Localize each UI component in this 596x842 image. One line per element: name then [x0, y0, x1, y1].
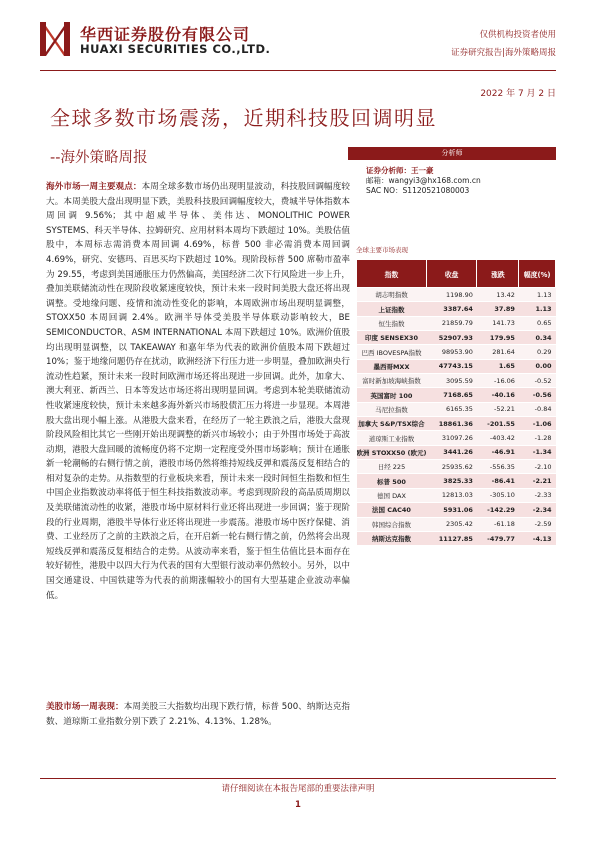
cell-pct: 1.13 — [519, 302, 556, 316]
analyst-sac: SAC NO：S1120521080003 — [366, 186, 470, 195]
cell-pct: 0.00 — [519, 359, 556, 373]
cell-pct: -2.21 — [519, 474, 556, 488]
table-row — [357, 288, 556, 302]
table-row — [357, 359, 556, 373]
table-row — [357, 517, 556, 531]
cell-change: 1.65 — [477, 359, 519, 373]
footer-divider — [40, 778, 556, 779]
table-row — [357, 345, 556, 359]
cell-change: -305.10 — [477, 488, 519, 502]
weekly-view-paragraph — [46, 180, 350, 603]
cell-index-name: 标普 500 — [357, 474, 427, 488]
table-row — [357, 460, 556, 474]
col-header-pct: 幅度(%) — [519, 260, 556, 288]
us-market-lead: 美股市场一周表现： — [46, 702, 124, 712]
cell-close: 21859.79 — [426, 316, 476, 330]
report-subtitle: --海外策略周报 — [50, 150, 148, 166]
cell-close: 3825.33 — [426, 474, 476, 488]
report-date: 2022 年 7 月 2 日 — [480, 89, 556, 99]
cell-close: 3387.64 — [426, 302, 476, 316]
table-header-row — [357, 260, 556, 288]
table-caption: 全球主要市场表现 — [356, 246, 408, 254]
cell-pct: -2.34 — [519, 503, 556, 517]
cell-close: 25935.62 — [426, 460, 476, 474]
cell-pct: 0.65 — [519, 316, 556, 330]
cell-change: -46.91 — [477, 445, 519, 459]
cell-close: 6165.35 — [426, 402, 476, 416]
cell-change: -403.42 — [477, 431, 519, 445]
market-performance-table — [356, 259, 556, 546]
cell-pct: 1.13 — [519, 288, 556, 302]
cell-close: 52907.93 — [426, 331, 476, 345]
weekly-view-lead: 海外市场一周主要观点： — [46, 182, 142, 192]
table-row — [357, 331, 556, 345]
cell-index-name: 加拿大 S&P/TSX综合 — [357, 417, 427, 431]
page-number: 1 — [295, 800, 301, 810]
cell-change: -16.06 — [477, 374, 519, 388]
cell-change: -479.77 — [477, 531, 519, 545]
analyst-email[interactable]: 邮箱：wangyi3@hx168.com.cn — [366, 176, 481, 185]
cell-pct: -4.13 — [519, 531, 556, 545]
cell-close: 7168.65 — [426, 388, 476, 402]
cell-index-name: 巴西 IBOVESPA指数 — [357, 345, 427, 359]
cell-index-name: 英国富时 100 — [357, 388, 427, 402]
table-row — [357, 445, 556, 459]
table-row — [357, 402, 556, 416]
cell-change: 13.42 — [477, 288, 519, 302]
cell-index-name: 马尼拉指数 — [357, 402, 427, 416]
report-title: 全球多数市场震荡，近期科技股回调明显 — [50, 106, 437, 130]
us-market-paragraph — [46, 700, 350, 729]
cell-index-name: 印度 SENSEX30 — [357, 331, 427, 345]
table-row — [357, 488, 556, 502]
cell-index-name: 道琼斯工业指数 — [357, 431, 427, 445]
huaxi-logo-icon — [40, 22, 70, 56]
company-name-cn: 华西证券股份有限公司 — [80, 25, 251, 44]
cell-change: 141.73 — [477, 316, 519, 330]
table-row — [357, 302, 556, 316]
cell-close: 18861.36 — [426, 417, 476, 431]
cell-change: -40.16 — [477, 388, 519, 402]
cell-pct: -1.28 — [519, 431, 556, 445]
cell-change: 179.95 — [477, 331, 519, 345]
cell-index-name: 恒生指数 — [357, 316, 427, 330]
cell-close: 31097.26 — [426, 431, 476, 445]
weekly-view-text: 本周全球多数市场仍出现明显波动，科技股回调幅度较大。本周美股大盘出现明显下跌，美股科技股回调幅度较大，费城半导体指数本周回调 9.56%；其中超威半导体、美伟达、MONOLITHIC POWER SYSTEMS、科天半导体、拉姆研究、应用材料本周均下跌超过 10%。美股估值股中，本周标志需消费本周回调 4.69%，标普 500 非必需消费本周回调 4.69%，研究、安德玛、百思买均下跌超过 10%。现阶段标普 500 席勒市盈率为 29.55，考虑到美国通胀压力仍然偏高，美国经济二次下行风险进一步上升，叠加美联储流动性在现阶段收紧速度较快，预计未来一段时间美股大盘还将出现调整。受地缘问题、疫情和流动性变化的影响，本周欧洲市场出现明显调整，STOXX50 本周回调 2.4%。欧洲半导体受美股半导体联动影响较大，BE SEMICONDUCTOR、ASM INTERNATIONAL 本周下跌超过 10%。欧洲价值股均出现明显调整，以 TAKEAWAY 和嘉年华为代表的欧洲价值股本周下跌超过 10%；鉴于地缘问题仍存在扰动，欧洲经济下行压力进一步明显，叠加欧洲央行流动性趋紧，预计未来一段时间欧洲市场还将出现进一步回调。此外，加拿大、澳大利亚、新西兰、日本等发达市场还将出现明显回调。考虑到本轮美联储流动性收紧速度较快，预计未来越多海外新兴市场股债汇压力将进一步显现。本周港股大盘出现小幅上涨。从港股大盘来看，在经历了一轮主跌浪之后，港股大盘现阶段风险相比其它一些刚开始出现调整的新兴市场较小；由于外围市场处于高波动期，港股大盘回暖的流畅度仍将不定期一定程度受外围市场影响；预计在通胀新一轮潮畅的右侧行情之前，港股市场仍然将维持短线反弹和震荡反复相结合的相对复杂的走势。从指数型的行业板块来看，预计未来一段时间恒生指数和恒生中国企业指数波动率将低于恒生科技指数波动率。考虑到现阶段的高品质周期以及美联储流动性的收紧，港股市场中原材料行业还将出现进一步回调；鉴于现阶段的行业周期，港股半导体行业还将出现进一步震荡。港股市场中医疗保健、消费、工业经历了之前的主跌浪之后，在开启新一轮右侧行情之前，仍然将会出现短线反弹和震荡反复相结合的走势。从波动率来看，鉴于恒生估值比县本面存在较好韧性，港股中以四大行为代表的国有大型银行波动率仍然较小。另外，以中国交通建设、中国铁建等为代表的前期涨幅较小的国有大型基建企业波动率偏低。 — [46, 182, 350, 601]
cell-index-name: 韩国综合指数 — [357, 517, 427, 531]
table-row — [357, 431, 556, 445]
cell-pct: -2.33 — [519, 488, 556, 502]
cell-close: 5931.06 — [426, 503, 476, 517]
cell-index-name: 富时新加坡海峡指数 — [357, 374, 427, 388]
us-market-text: 本周美股三大指数均出现下跌行情，标普 500、纳斯达克指数、道琼斯工业指数分别下跌了 2.21%、4.13%、1.28%。 — [46, 702, 350, 727]
cell-change: -86.41 — [477, 474, 519, 488]
analyst-info — [366, 166, 481, 196]
table-row — [357, 316, 556, 330]
cell-index-name: 德国 DAX — [357, 488, 427, 502]
cell-close: 98953.90 — [426, 345, 476, 359]
cell-pct: 0.29 — [519, 345, 556, 359]
cell-pct: -2.59 — [519, 517, 556, 531]
cell-index-name: 日经 225 — [357, 460, 427, 474]
analyst-section-bar: 分析师 — [348, 147, 556, 160]
cell-change: -61.18 — [477, 517, 519, 531]
cell-change: 37.89 — [477, 302, 519, 316]
cell-index-name: 法国 CAC40 — [357, 503, 427, 517]
company-name-en: HUAXI SECURITIES CO.,LTD. — [80, 42, 271, 56]
cell-index-name: 欧洲 STOXX50 (欧元) — [357, 445, 427, 459]
cell-index-name: 上证指数 — [357, 302, 427, 316]
table-row — [357, 388, 556, 402]
table-row — [357, 503, 556, 517]
cell-close: 12813.03 — [426, 488, 476, 502]
cell-pct: -1.06 — [519, 417, 556, 431]
analyst-name: 证券分析师：王一豪 — [366, 166, 434, 175]
cell-pct: 0.34 — [519, 331, 556, 345]
legal-disclaimer: 请仔细阅读在本报告尾部的重要法律声明 — [221, 784, 375, 794]
col-header-change: 涨跌 — [477, 260, 519, 288]
cell-change: -52.21 — [477, 402, 519, 416]
cell-pct: -0.52 — [519, 374, 556, 388]
cell-change: -556.35 — [477, 460, 519, 474]
cell-pct: -0.84 — [519, 402, 556, 416]
cell-index-name: 纳斯达克指数 — [357, 531, 427, 545]
col-header-close: 收盘 — [426, 260, 476, 288]
cell-close: 3095.59 — [426, 374, 476, 388]
report-category: 证券研究报告|海外策略周报 — [451, 48, 556, 58]
cell-change: -201.55 — [477, 417, 519, 431]
table-row — [357, 474, 556, 488]
table-row — [357, 374, 556, 388]
col-header-index: 指数 — [357, 260, 427, 288]
cell-close: 11127.85 — [426, 531, 476, 545]
cell-index-name: 墨西哥MXX — [357, 359, 427, 373]
cell-close: 3441.26 — [426, 445, 476, 459]
cell-close: 2305.42 — [426, 517, 476, 531]
cell-close: 47743.15 — [426, 359, 476, 373]
cell-close: 1198.90 — [426, 288, 476, 302]
table-row — [357, 417, 556, 431]
table-row — [357, 531, 556, 545]
cell-pct: -1.34 — [519, 445, 556, 459]
cell-pct: -0.56 — [519, 388, 556, 402]
audience-note: 仅供机构投资者使用 — [479, 30, 556, 40]
cell-change: -142.29 — [477, 503, 519, 517]
cell-change: 281.64 — [477, 345, 519, 359]
header-divider — [40, 70, 556, 71]
cell-index-name: 胡志明指数 — [357, 288, 427, 302]
cell-pct: -2.10 — [519, 460, 556, 474]
